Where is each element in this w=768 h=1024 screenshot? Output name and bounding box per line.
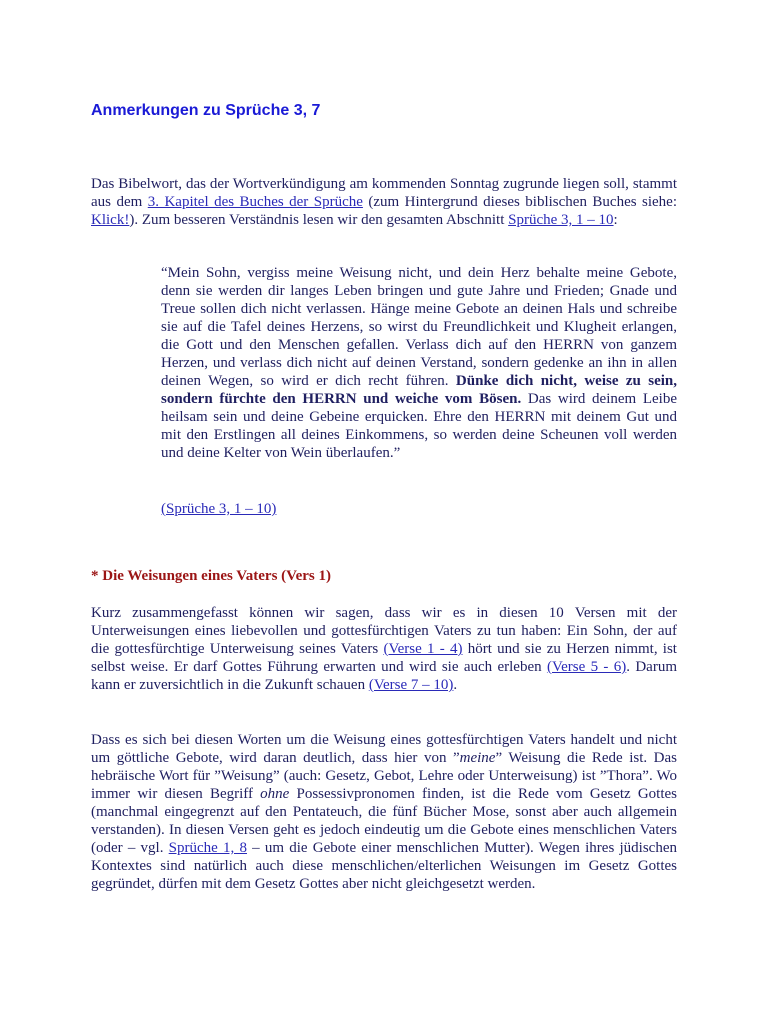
intro-paragraph xyxy=(91,175,677,229)
sprueche-1-8-link[interactable]: Sprüche 1, 8 xyxy=(168,840,247,856)
summary-text-2: hört und sie zu Herzen nimmt, ist selbst weise. Er darf Gottes Führung erwarten und wird sie auch erleben xyxy=(91,641,677,675)
verses-5-6-link[interactable]: (Verse 5 - 6) xyxy=(546,659,627,675)
summary-paragraph xyxy=(91,604,677,694)
bible-quote xyxy=(161,264,677,462)
summary-text-4: . xyxy=(453,677,458,693)
emphasis-meine: meine xyxy=(459,750,496,766)
intro-text-1: Das Bibelwort, das der Wortverkündigung am kommenden Sonntag zugrunde liegen soll, stammt aus dem xyxy=(91,176,677,210)
verses-1-4-link[interactable]: (Verse 1 - 4) xyxy=(383,641,463,657)
quote-reference xyxy=(161,500,677,518)
passage-link[interactable]: Sprüche 3, 1 – 10 xyxy=(508,212,614,228)
intro-text-4: : xyxy=(613,212,618,228)
intro-text-3: ). Zum besseren Verständnis lesen wir den gesamten Abschnitt xyxy=(129,212,509,228)
quote-text-2: Das wird deinem Leibe heilsam sein und deine Gebeine erquicken. Ehre den HERRN mit deinem Gut und mit den Erstlingen all deines Einkommens, so werden deine Scheunen voll werden und deine Kelter von Wein überlaufen.” xyxy=(161,391,678,461)
quote-text-1: “Mein Sohn, vergiss meine Weisung nicht, und dein Herz behalte meine Gebote, denn sie werden dir langes Leben bringen und gute Jahre und Frieden; Gnade und Treue sollen dich nicht verlassen. Hänge meine Gebote an deinen Hals und schreibe sie auf die Tafel deines Herzens, so wirst du Freundlichkeit und Klugheit erlangen, die Gott und den Menschen gefallen. Verlass dich auf den HERRN von ganzem Herzen, und verlass dich nicht auf deinen Verstand, sondern gedenke an ihn in allen deinen Wegen, so wird er dich recht führen. xyxy=(161,265,677,389)
background-link[interactable]: Klick! xyxy=(91,212,130,228)
page-title: Anmerkungen zu Sprüche 3, 7 xyxy=(91,102,321,119)
intro-text-2: (zum Hintergrund dieses biblischen Buches siehe: xyxy=(362,194,678,210)
weisung-text-4: – um die Gebote einer menschlichen Mutter). Wegen ihres jüdischen Kontextes sind natürlich auch diese menschlichen/elterlichen Weisungen im Gesetz Gottes gegründet, dürfen mit dem Gesetz Gottes aber nicht gleichgesetzt werden. xyxy=(91,840,677,892)
quote-reference-link[interactable]: (Sprüche 3, 1 – 10) xyxy=(161,501,277,517)
weisung-text-1: Dass es sich bei diesen Worten um die Weisung eines gottesfürchtigen Vaters handelt und nicht um göttliche Gebote, wird daran deutlich, dass hier von ” xyxy=(91,732,677,766)
verses-7-10-link[interactable]: (Verse 7 – 10) xyxy=(368,677,454,693)
weisung-text-3: Possessivpronomen finden, ist die Rede vom Gesetz Gottes (manchmal eingegrenzt auf den Pentateuch, die fünf Bücher Mose, sonst aber auch allgemein verstanden). In diesen Versen geht es jedoch eindeutig um die Gebote eines menschlichen Vaters (oder – vgl. xyxy=(91,786,678,856)
chapter-link[interactable]: 3. Kapitel des Buches der Sprüche xyxy=(147,194,363,210)
weisung-text-2: ” Weisung die Rede ist. Das hebräische Wort für ”Weisung” (auch: Gesetz, Gebot, Lehre oder Unterweisung) ist ”Thora”. Wo immer wir diesen Begriff xyxy=(91,750,677,802)
summary-text-3: . Darum kann er zuversichtlich in die Zukunft schauen xyxy=(91,659,678,693)
weisung-paragraph xyxy=(91,731,677,893)
emphasis-ohne: ohne xyxy=(260,786,290,802)
section-heading: * Die Weisungen eines Vaters (Vers 1) xyxy=(91,568,331,584)
summary-text-1: Kurz zusammengefasst können wir sagen, dass wir es in diesen 10 Versen mit der Unterweisungen eines liebevollen und gottesfürchtigen Vaters zu tun haben: Ein Sohn, der auf die gottesfürchtige Unterweisung seines Vaters xyxy=(91,605,677,657)
quote-bold-verse: Dünke dich nicht, weise zu sein, sondern fürchte den HERRN und weiche vom Bösen. xyxy=(161,373,677,407)
